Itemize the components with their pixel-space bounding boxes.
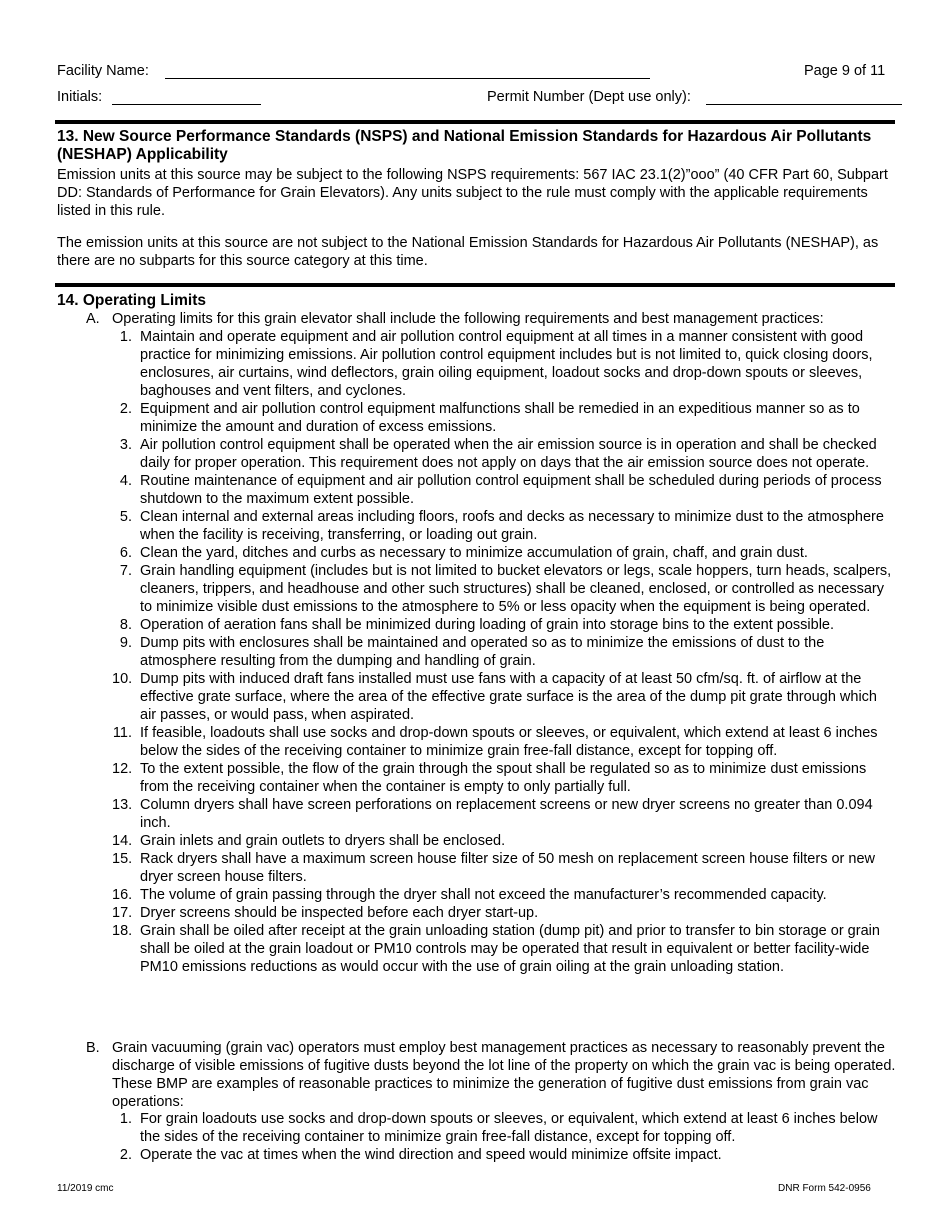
operating-limit-item-12 <box>112 760 897 796</box>
list-item-number: 10. <box>112 671 133 687</box>
operating-limit-item-2 <box>112 400 897 436</box>
list-item-text: Rack dryers shall have a maximum screen house filter size of 50 mesh on replacement screen house filters or new dryer screen house filters. <box>140 851 875 885</box>
list-item-text: Grain inlets and grain outlets to dryers shall be enclosed. <box>140 833 506 849</box>
list-item-number: 1. <box>119 329 132 345</box>
list-item-text: Dump pits with enclosures shall be maintained and operated so as to minimize the emissions of dust to the atmosphere resulting from the dumping and handling of grain. <box>140 635 825 669</box>
list-item-number: 16. <box>112 887 133 903</box>
operating-limit-item-15 <box>112 850 897 886</box>
footer-form-number: DNR Form 542-0956 <box>778 1183 871 1194</box>
list-item-number: 4. <box>119 473 132 489</box>
section-13-paragraph-2-text: The emission units at this source are not subject to the National Emission Standards for Hazardous Air Pollutants (NESHAP), as there are no subparts for this source category at this time. <box>57 235 879 269</box>
facility-name-field[interactable] <box>165 78 650 79</box>
list-item-text: Grain handling equipment (includes but is not limited to bucket elevators or legs, scale hoppers, turn heads, scalpers, cleaners, trippers, and headhouse and other such structures) shall be cleaned, enclosed, or controlled as necessary to minimize visible dust emissions to the atmosphere to 5% or less opacity when the equipment is being operated. <box>140 563 892 615</box>
list-item-text: Operation of aeration fans shall be minimized during loading of grain into storage bins to the extent possible. <box>140 617 835 633</box>
list-item-text: Grain shall be oiled after receipt at the grain unloading station (dump pit) and prior to transfer to bin storage or grain shall be oiled at the grain loadout or PM10 controls may be operated that result in equivalent or better facility-wide PM10 emissions reductions as would occur with the use of grain oiling at the grain unloading station. <box>140 923 880 975</box>
list-item-text: Column dryers shall have screen perforations on replacement screens or new dryer screens no greater than 0.094 inch. <box>140 797 873 831</box>
list-item-number: 12. <box>112 761 133 777</box>
operating-limit-item-16 <box>112 886 897 904</box>
section-13-paragraph-2 <box>57 234 897 270</box>
permit-number-field[interactable] <box>706 104 902 105</box>
section-divider <box>55 120 895 124</box>
list-item-text: To the extent possible, the flow of the grain through the spout shall be regulated so as to minimize dust emissions from the receiving container when the container is empty to only partially full. <box>140 761 867 795</box>
list-item-text: Maintain and operate equipment and air pollution control equipment at all times in a manner consistent with good practice for minimizing emissions. Air pollution control equipment includes but is not limited to, quick closing doors, enclosures, air curtains, wind deflectors, grain oiling equipment, loadout socks and drop-down spouts or sleeves, baghouses and vent filters, and cyclones. <box>140 329 873 399</box>
subsection-a-list <box>112 328 897 976</box>
operating-limit-item-4 <box>112 472 897 508</box>
list-item-number: 17. <box>112 905 133 921</box>
list-item-number: 5. <box>119 509 132 525</box>
subsection-b-text: Grain vacuuming (grain vac) operators must employ best management practices as necessary to reasonably prevent the discharge of visible emissions of fugitive dusts beyond the lot line of the property on which the grain vac is being operated. These BMP are examples of reasonable practices to minimize the generation of fugitive dust emissions from grain vac operations: <box>112 1040 896 1110</box>
permit-number-label: Permit Number (Dept use only): <box>487 89 691 105</box>
section-13-title: 13. New Source Performance Standards (NSPS) and National Emission Standards for Hazardous Air Pollutants (NESHAP) Applicability <box>57 128 872 163</box>
subsection-a-letter: A. <box>86 311 100 327</box>
list-item-number: 9. <box>119 635 132 651</box>
list-item-number: 18. <box>112 923 133 939</box>
operating-limit-item-7 <box>112 562 897 616</box>
section-13-paragraph-1-text: Emission units at this source may be subject to the following NSPS requirements: 567 IAC 23.1(2)”ooo” (40 CFR Part 60, Subpart DD: Standards of Performance for Grain Elevators). Any units subject to the rule must comply with the applicable requirements listed in this rule. <box>57 167 888 219</box>
list-item-text: Dryer screens should be inspected before each dryer start-up. <box>140 905 539 921</box>
list-item-text: If feasible, loadouts shall use socks and drop-down spouts or sleeves, or equivalent, which extend at least 6 inches below the sides of the receiving container to minimize grain free-fall distance, except for topping off. <box>140 725 878 759</box>
subsection-b-list <box>112 1110 897 1164</box>
operating-limit-item-5 <box>112 508 897 544</box>
operating-limit-item-1 <box>112 328 897 400</box>
subsection-b-letter: B. <box>86 1040 100 1056</box>
list-item-number: 2. <box>119 1147 132 1163</box>
list-item-number: 8. <box>119 617 132 633</box>
list-item-number: 3. <box>119 437 132 453</box>
operating-limit-item-13 <box>112 796 897 832</box>
subsection-a-text: Operating limits for this grain elevator shall include the following requirements and best management practices: <box>112 311 824 327</box>
list-item-number: 2. <box>119 401 132 417</box>
list-item-text: Routine maintenance of equipment and air pollution control equipment shall be scheduled during periods of process shutdown to the maximum extent possible. <box>140 473 882 507</box>
list-item-number: 13. <box>112 797 133 813</box>
section-divider <box>55 283 895 287</box>
initials-label: Initials: <box>57 89 103 105</box>
list-item-number: 1. <box>119 1111 132 1127</box>
list-item-text: Equipment and air pollution control equipment malfunctions shall be remedied in an expeditious manner so as to minimize the amount and duration of excess emissions. <box>140 401 860 435</box>
list-item-number: 15. <box>112 851 133 867</box>
list-item-text: For grain loadouts use socks and drop-down spouts or sleeves, or equivalent, which extend at least 6 inches below the sides of the receiving container to minimize grain free-fall distance, except for topping off. <box>140 1111 878 1145</box>
list-item-text: Dump pits with induced draft fans installed must use fans with a capacity of at least 50 cfm/sq. ft. of airflow at the effective grate surface, where the area of the effective grate surface is the area of the dump pit grate through which air passes, or would pass, when aspirated. <box>140 671 877 723</box>
list-item-text: Clean the yard, ditches and curbs as necessary to minimize accumulation of grain, chaff, and grain dust. <box>140 545 808 561</box>
list-item-text: Air pollution control equipment shall be operated when the air emission source is in operation and shall be checked daily for proper operation. This requirement does not apply on days that the air emission source does not operate. <box>140 437 877 471</box>
initials-field[interactable] <box>112 104 261 105</box>
list-item-text: Operate the vac at times when the wind direction and speed would minimize offsite impact. <box>140 1147 722 1163</box>
page-number: Page 9 of 11 <box>804 63 886 79</box>
section-14-title: 14. Operating Limits <box>57 292 207 309</box>
list-item-number: 11. <box>112 725 132 741</box>
list-item-text: Clean internal and external areas including floors, roofs and decks as necessary to minimize dust to the atmosphere when the facility is receiving, transferring, or loading out grain. <box>140 509 884 543</box>
operating-limit-item-18 <box>112 922 897 976</box>
section-13-paragraph-1 <box>57 166 897 220</box>
list-item-number: 6. <box>119 545 132 561</box>
grain-vac-practice-item-1 <box>112 1110 897 1146</box>
operating-limit-item-11 <box>112 724 897 760</box>
operating-limit-item-6 <box>112 544 897 562</box>
grain-vac-practice-item-2 <box>112 1146 897 1164</box>
operating-limit-item-17 <box>112 904 897 922</box>
footer-date: 11/2019 cmc <box>57 1183 114 1194</box>
operating-limit-item-3 <box>112 436 897 472</box>
list-item-number: 14. <box>112 833 133 849</box>
facility-name-label: Facility Name: <box>57 63 149 79</box>
operating-limit-item-8 <box>112 616 897 634</box>
operating-limit-item-9 <box>112 634 897 670</box>
operating-limit-item-10 <box>112 670 897 724</box>
list-item-text: The volume of grain passing through the dryer shall not exceed the manufacturer’s recommended capacity. <box>140 887 827 903</box>
operating-limit-item-14 <box>112 832 897 850</box>
list-item-number: 7. <box>119 563 132 579</box>
